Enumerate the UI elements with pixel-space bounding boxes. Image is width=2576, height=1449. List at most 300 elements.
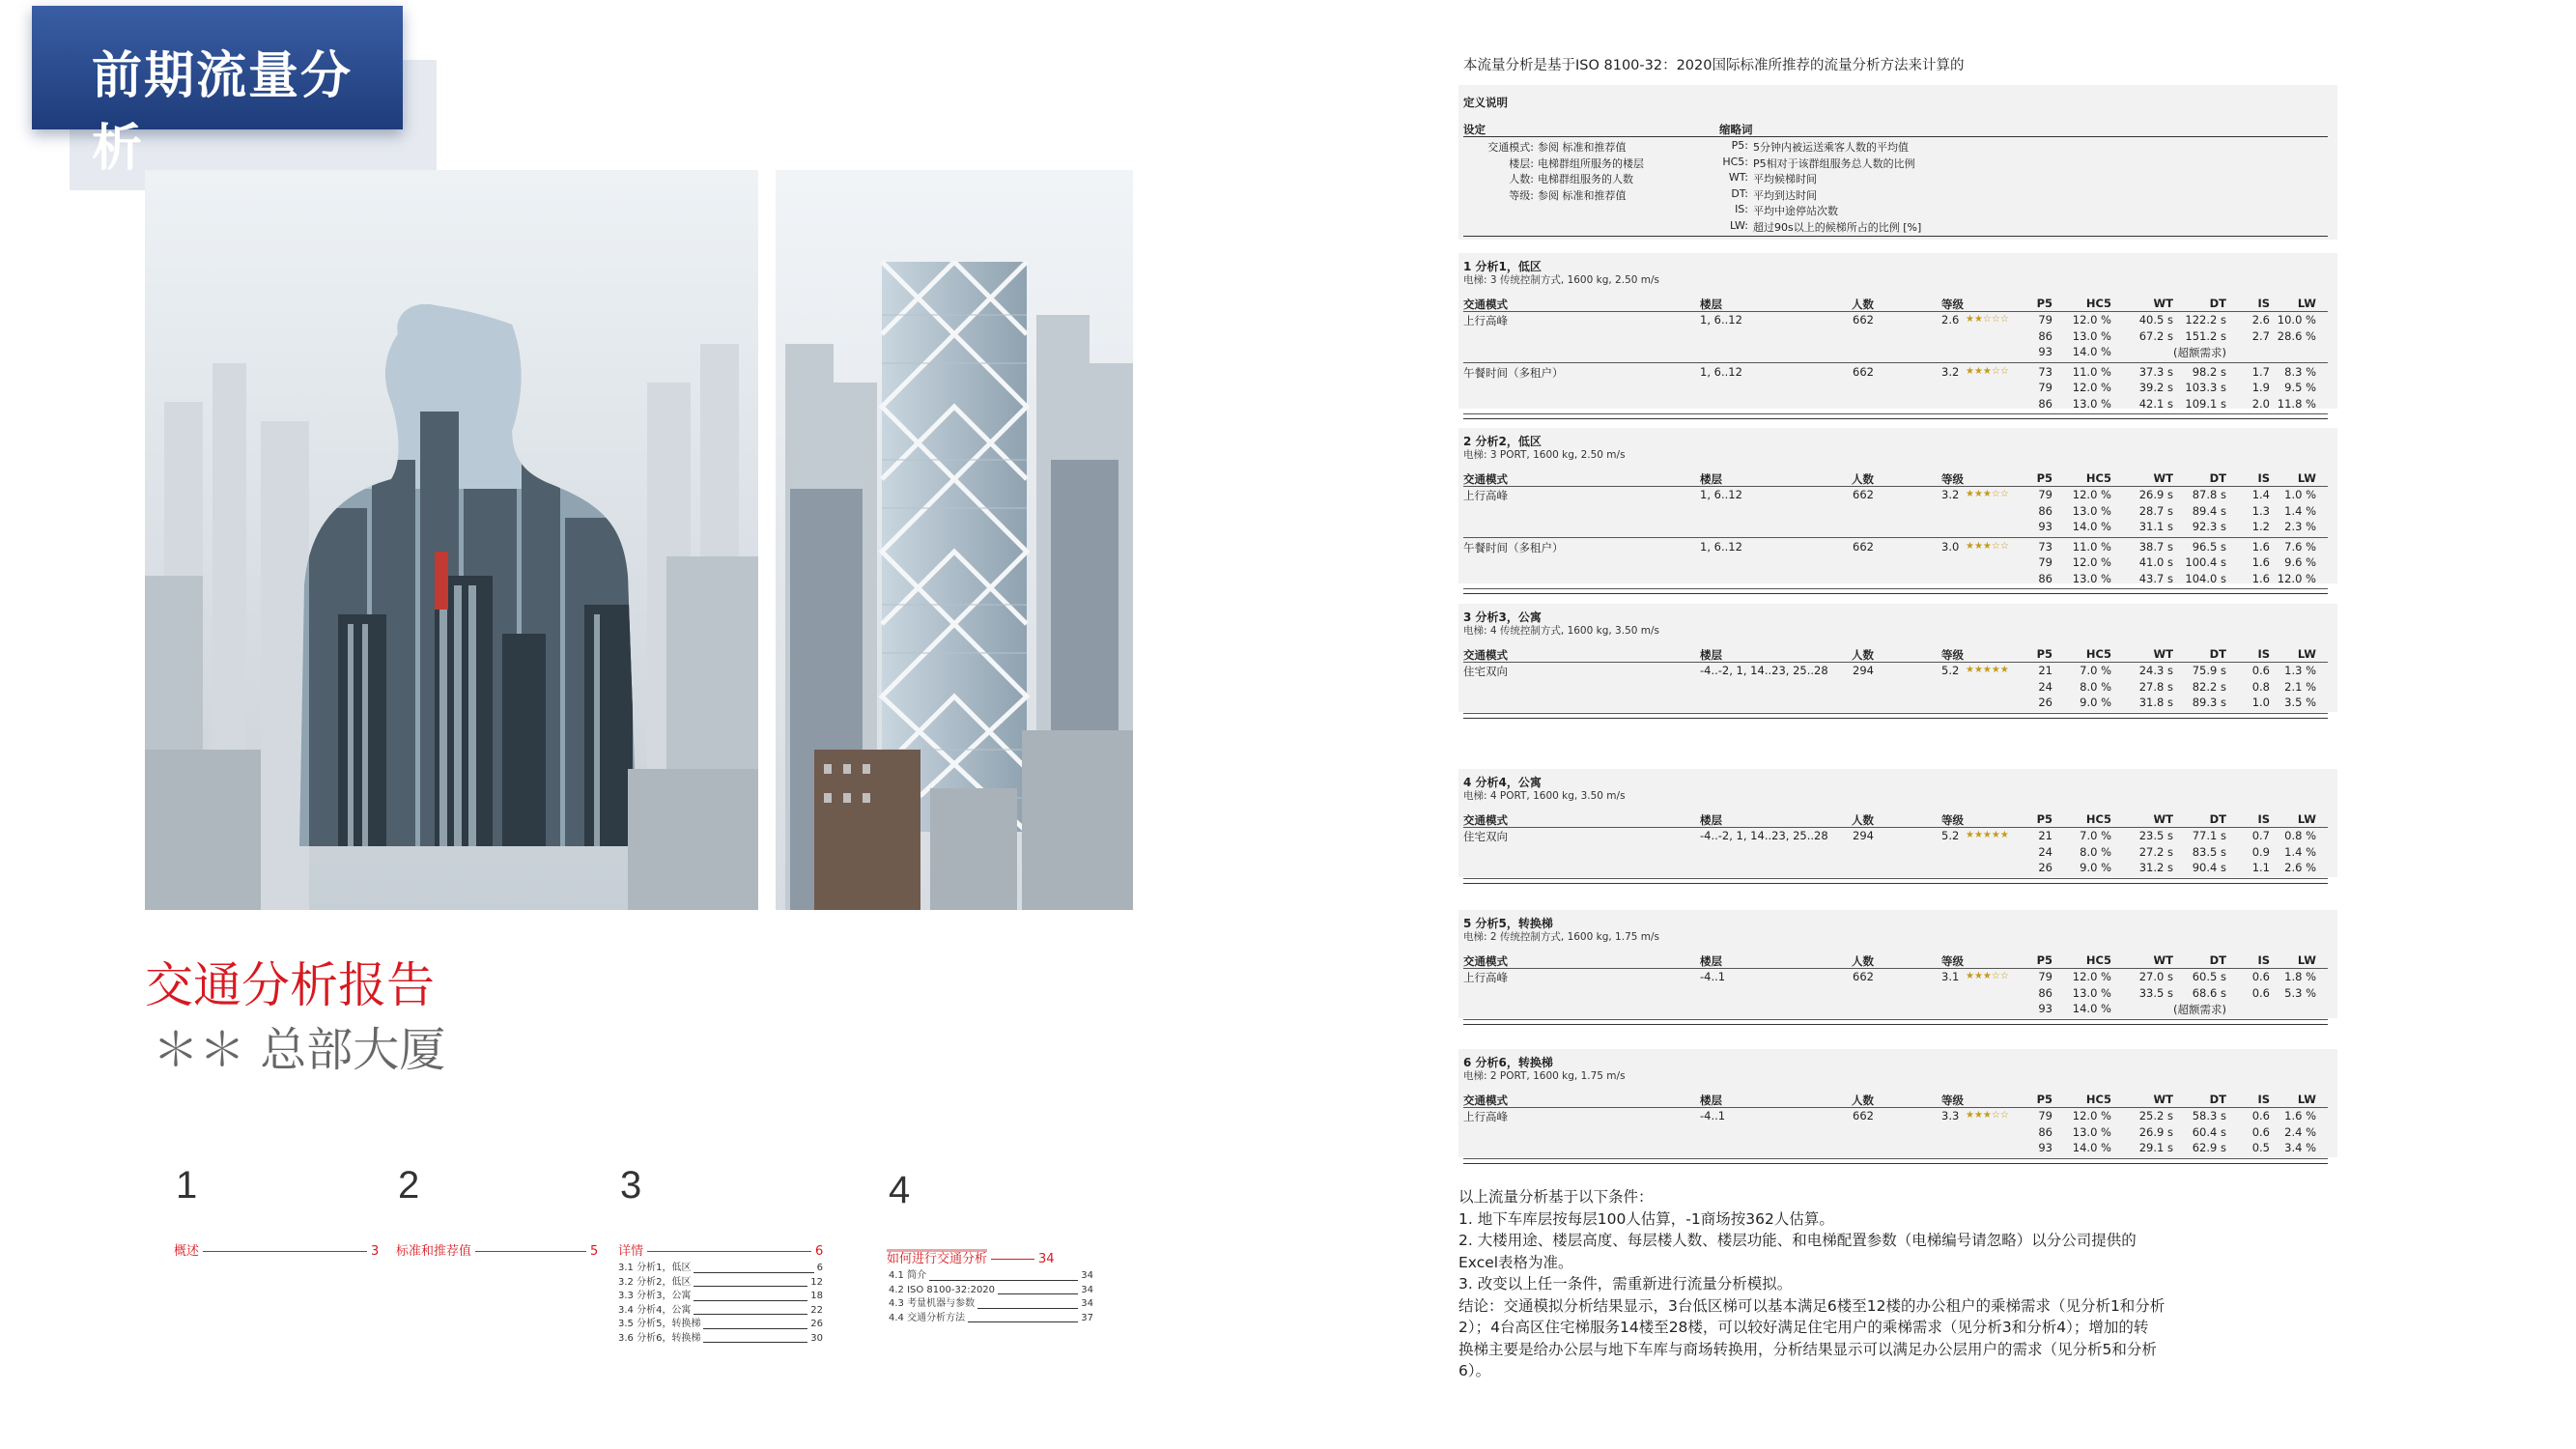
table-row (1458, 345, 2337, 360)
dt-value: 60.4 s (2192, 1124, 2226, 1139)
toc-entry-4[interactable] (887, 1248, 1055, 1266)
table-header (1458, 471, 2337, 487)
table-rule (1463, 1107, 2328, 1108)
table-rule (1463, 968, 2328, 969)
toc-label: 标准和推荐值 (396, 1244, 472, 1259)
toc-sub-page: 12 (810, 1276, 823, 1288)
lw-value: 0.8 % (2284, 829, 2316, 842)
col-header: LW (2297, 471, 2316, 485)
p5-value: 86 (2038, 503, 2052, 518)
table-row (1458, 488, 2337, 503)
hc5-value: 9.0 % (2080, 861, 2111, 874)
col-header: HC5 (2085, 471, 2111, 485)
analysis-elevator-spec: 电梯: 3 PORT, 1600 kg, 2.50 m/s (1463, 449, 1626, 461)
p5-value: 21 (2038, 664, 2052, 677)
p5-value: 86 (2038, 571, 2052, 585)
people: 662 (1853, 364, 1874, 379)
table-row (1458, 365, 2337, 381)
dt-value: 109.1 s (2185, 396, 2226, 411)
wt-value: 28.7 s (2138, 503, 2173, 518)
wt-value: 23.5 s (2138, 829, 2173, 842)
toc-sub-label: 3.1 分析1，低区 (618, 1263, 692, 1273)
definitions-rule (1463, 136, 2328, 137)
grade: 3.0 (1941, 539, 1960, 554)
definition-row (1458, 156, 2328, 171)
col-header: LW (2297, 647, 2316, 661)
grade: 3.2 (1941, 488, 1960, 501)
group-rule (1463, 878, 2328, 879)
lw-value: 28.6 % (2277, 328, 2316, 343)
table-header (1458, 1093, 2337, 1108)
p5-value: 79 (2038, 313, 2052, 327)
p5-value: 86 (2038, 1124, 2052, 1139)
is-value: 0.7 (2251, 829, 2270, 842)
people: 294 (1853, 664, 1874, 677)
analysis-title: 3 分析3，公寓 (1463, 611, 1542, 624)
p5-value: 93 (2038, 520, 2052, 533)
table-row (1458, 1109, 2337, 1124)
col-header: 等级 (1941, 1094, 1964, 1107)
definition-value: 参阅 标准和推荐值 (1538, 141, 1627, 154)
p5-value: 26 (2038, 696, 2052, 709)
table-row (1458, 986, 2337, 1002)
p5-value: 73 (2038, 364, 2052, 379)
definition-key: 交通模式: (1487, 141, 1534, 154)
col-header: 楼层 (1700, 298, 1722, 311)
toc-sub-page: 34 (1081, 1270, 1093, 1281)
toc-page: 3 (371, 1244, 380, 1259)
hc5-value: 13.0 % (2072, 396, 2111, 411)
toc-leader (647, 1251, 811, 1252)
toc-sub-label: 4.1 简介 (889, 1270, 927, 1281)
city-silhouette-image (145, 170, 758, 910)
p5-value: 21 (2038, 829, 2052, 842)
is-value: 1.9 (2251, 381, 2270, 394)
dt-value: 68.6 s (2192, 985, 2226, 1000)
p5-value: 79 (2038, 970, 2052, 983)
table-rule (1463, 662, 2328, 663)
col-header: 等级 (1941, 954, 1964, 968)
toc-page: 5 (590, 1244, 599, 1259)
toc-leader (929, 1280, 1078, 1281)
people: 662 (1853, 488, 1874, 501)
p5-value: 24 (2038, 844, 2052, 859)
wt-value: 31.8 s (2138, 696, 2173, 709)
table-row (1458, 680, 2337, 696)
group-rule (1463, 413, 2328, 414)
toc-page: 34 (1038, 1252, 1055, 1266)
wt-value: 27.0 s (2138, 970, 2173, 983)
hc5-value: 14.0 % (2072, 1002, 2111, 1015)
group-rule (1463, 588, 2328, 589)
toc-sub-label: 3.4 分析4，公寓 (618, 1304, 692, 1316)
lw-value: 11.8 % (2277, 396, 2316, 411)
definition-row (1458, 219, 2328, 235)
analysis-title: 6 分析6，转换梯 (1463, 1056, 1553, 1069)
definition-desc: 平均中途停站次数 (1753, 205, 1838, 217)
toc-subentry[interactable] (618, 1304, 823, 1319)
hc5-value: 13.0 % (2072, 985, 2111, 1000)
traffic-mode: 上行高峰 (1463, 314, 1508, 327)
is-value: 1.7 (2251, 364, 2270, 379)
analysis-title: 2 分析2，低区 (1463, 435, 1542, 448)
hc5-value: 12.0 % (2072, 313, 2111, 327)
toc-sub-page: 6 (816, 1263, 823, 1273)
conclusion-line: 6）。 (1458, 1362, 1491, 1379)
is-value: 0.9 (2251, 844, 2270, 859)
lw-value: 1.8 % (2284, 970, 2316, 983)
analysis-title: 5 分析5，转换梯 (1463, 917, 1553, 930)
col-header: DT (2209, 647, 2226, 661)
grade: 2.6 (1941, 313, 1960, 327)
wt-value: 31.2 s (2138, 861, 2173, 874)
grade: 5.2 (1941, 829, 1960, 842)
col-header: HC5 (2085, 297, 2111, 310)
col-header: 等级 (1941, 298, 1964, 311)
dt-value: 92.3 s (2192, 520, 2226, 533)
dt-value: 89.4 s (2192, 503, 2226, 518)
col-header: IS (2257, 812, 2270, 826)
p5-value: 93 (2038, 345, 2052, 358)
is-value: 0.8 (2251, 679, 2270, 694)
toc-leader (703, 1328, 807, 1329)
grade-stars: ★★★☆☆ (1966, 365, 2009, 377)
toc-page: 6 (815, 1244, 824, 1259)
toc-subentry[interactable] (889, 1312, 1093, 1326)
table-header (1458, 812, 2337, 828)
conclusion-line: 2. 大楼用途、楼层高度、每层楼人数、楼层功能、和电梯配置参数（电梯编号请忽略）以分公司提供的 (1458, 1232, 2137, 1249)
hc5-value: 14.0 % (2072, 520, 2111, 533)
table-row (1458, 520, 2337, 535)
traffic-mode: 上行高峰 (1463, 489, 1508, 502)
is-value: 2.6 (2251, 313, 2270, 327)
definition-abbr: WT: (1728, 171, 1748, 184)
conclusion-line: 结论：交通模拟分析结果显示，3台低区梯可以基本满足6楼至12楼的办公租户的乘梯需求（见分析1和分析 (1458, 1296, 2166, 1315)
col-header: 人数 (1852, 813, 1874, 827)
toc-number-2: 2 (398, 1164, 420, 1207)
col-header: 交通模式 (1463, 954, 1508, 968)
dt-value: 58.3 s (2192, 1109, 2226, 1122)
lw-value: 12.0 % (2277, 571, 2316, 585)
floors: 1, 6..12 (1700, 364, 1742, 379)
wt-value: 24.3 s (2138, 664, 2173, 677)
is-value: 1.1 (2251, 861, 2270, 874)
table-bottom-rule (1463, 883, 2328, 884)
lw-value: 1.0 % (2284, 488, 2316, 501)
lw-value: 2.4 % (2284, 1124, 2316, 1139)
hc5-value: 12.0 % (2072, 970, 2111, 983)
floors: -4..-2, 1, 14..23, 25..28 (1700, 664, 1828, 677)
analysis-elevator-spec: 电梯: 2 传统控制方式, 1600 kg, 1.75 m/s (1463, 931, 1660, 943)
toc-sub-label: 3.2 分析2，低区 (618, 1276, 692, 1288)
wt-value: 26.9 s (2138, 1124, 2173, 1139)
col-header: 等级 (1941, 648, 1964, 662)
definitions-rule (1463, 236, 2328, 237)
definition-abbr: HC5: (1722, 155, 1748, 168)
wt-value: 40.5 s (2138, 313, 2173, 327)
dt-value: (超额需求) (2173, 346, 2226, 359)
grade: 5.2 (1941, 664, 1960, 677)
wt-value: 43.7 s (2138, 571, 2173, 585)
dt-value: 104.0 s (2185, 571, 2226, 585)
group-rule (1463, 1019, 2328, 1020)
is-value: 2.0 (2251, 396, 2270, 411)
toc-sub-page: 18 (810, 1291, 823, 1301)
definition-key: 等级: (1509, 188, 1534, 202)
hc5-value: 8.0 % (2080, 844, 2111, 859)
hc5-value: 11.0 % (2072, 364, 2111, 379)
analysis-elevator-spec: 电梯: 3 传统控制方式, 1600 kg, 2.50 m/s (1463, 274, 1660, 286)
dt-value: 77.1 s (2192, 829, 2226, 842)
toc-sub-page: 22 (810, 1304, 823, 1316)
lw-value: 1.3 % (2284, 664, 2316, 677)
traffic-mode: 住宅双向 (1463, 830, 1508, 843)
hc5-value: 8.0 % (2080, 679, 2111, 694)
table-row (1458, 696, 2337, 711)
table-row (1458, 555, 2337, 571)
table-bottom-rule (1463, 418, 2328, 419)
conclusion-line: 换梯主要是给办公层与地下车库与商场转换用，分析结果显示可以满足办公层用户的需求（见分析5和分析 (1458, 1340, 2157, 1358)
grade: 3.1 (1941, 970, 1960, 983)
is-value: 1.2 (2251, 520, 2270, 533)
hc5-value: 14.0 % (2072, 345, 2111, 358)
lw-value: 1.4 % (2284, 503, 2316, 518)
grade-stars: ★★★☆☆ (1966, 489, 2009, 499)
wt-value: 27.8 s (2138, 679, 2173, 694)
analysis-elevator-spec: 电梯: 4 传统控制方式, 1600 kg, 3.50 m/s (1463, 625, 1660, 637)
col-header: P5 (2036, 297, 2052, 310)
toc-number-4: 4 (889, 1169, 911, 1211)
definition-row (1458, 171, 2328, 186)
col-header: IS (2257, 647, 2270, 661)
lw-value: 7.6 % (2284, 539, 2316, 554)
grade-stars: ★★★★★ (1966, 830, 2009, 840)
wt-value: 67.2 s (2138, 328, 2173, 343)
toc-subentry[interactable] (618, 1318, 823, 1332)
toc-sublist-3 (618, 1262, 823, 1346)
col-header: 交通模式 (1463, 1094, 1508, 1107)
is-value: 0.6 (2251, 985, 2270, 1000)
col-header: DT (2209, 812, 2226, 826)
definition-value: 参阅 标准和推荐值 (1538, 188, 1627, 202)
toc-subentry[interactable] (889, 1269, 1093, 1284)
table-row (1458, 829, 2337, 844)
table-row (1458, 313, 2337, 328)
col-header: DT (2209, 471, 2226, 485)
group-rule (1463, 1158, 2328, 1159)
wt-value: 41.0 s (2138, 555, 2173, 569)
is-value: 0.6 (2251, 1124, 2270, 1139)
report-subtitle: ＊＊ 总部大厦 (153, 1023, 446, 1077)
lw-value: 2.6 % (2284, 861, 2316, 874)
toc-subentry[interactable] (618, 1276, 823, 1291)
toc-leader (694, 1300, 807, 1301)
p5-value: 73 (2038, 539, 2052, 554)
table-header (1458, 953, 2337, 969)
definitions-col-setting: 设定 (1463, 123, 1486, 136)
toc-entry-3[interactable] (618, 1240, 823, 1259)
traffic-mode: 午餐时间（多租户） (1463, 540, 1564, 554)
toc-subentry[interactable] (618, 1290, 823, 1304)
is-value: 1.4 (2251, 488, 2270, 501)
report-title: 交通分析报告 (145, 957, 435, 1013)
p5-value: 86 (2038, 396, 2052, 411)
dt-value: 83.5 s (2192, 844, 2226, 859)
lw-value: 2.1 % (2284, 679, 2316, 694)
dt-value: 103.3 s (2185, 381, 2226, 394)
hc5-value: 7.0 % (2080, 829, 2111, 842)
grade: 3.2 (1941, 364, 1960, 379)
wt-value: 39.2 s (2138, 381, 2173, 394)
lw-value: 9.6 % (2284, 555, 2316, 569)
analysis-title: 4 分析4，公寓 (1463, 776, 1542, 789)
p5-value: 93 (2038, 1141, 2052, 1154)
group-rule (1463, 362, 2328, 363)
toc-label: 概述 (174, 1244, 200, 1259)
hc5-value: 13.0 % (2072, 328, 2111, 343)
definitions-title: 定义说明 (1463, 96, 1508, 109)
wt-value: 27.2 s (2138, 844, 2173, 859)
traffic-mode: 住宅双向 (1463, 665, 1508, 678)
analysis-document (1458, 48, 2337, 1401)
table-row (1458, 572, 2337, 587)
dt-value: 62.9 s (2192, 1141, 2226, 1154)
table-row (1458, 970, 2337, 985)
col-header: WT (2153, 297, 2173, 310)
definition-desc: 超过90s以上的候梯所占的比例 [%] (1753, 220, 1922, 234)
table-row (1458, 397, 2337, 412)
lw-value: 9.5 % (2284, 381, 2316, 394)
table-row (1458, 329, 2337, 345)
is-value: 1.3 (2251, 503, 2270, 518)
page-title: 前期流量分析 (92, 47, 354, 178)
p5-value: 24 (2038, 679, 2052, 694)
cover-photo-silhouette (145, 170, 758, 910)
grade-stars: ★★★☆☆ (1966, 540, 2009, 552)
floors: 1, 6..12 (1700, 488, 1742, 501)
is-value: 0.6 (2251, 1109, 2270, 1122)
people: 294 (1853, 829, 1874, 842)
col-header: IS (2257, 1093, 2270, 1106)
col-header: LW (2297, 953, 2316, 967)
table-row (1458, 540, 2337, 555)
toc-subentry[interactable] (618, 1262, 823, 1276)
toc-subentry[interactable] (618, 1332, 823, 1347)
col-header: WT (2153, 647, 2173, 661)
is-value: 1.6 (2251, 571, 2270, 585)
table-rule (1463, 311, 2328, 312)
conclusion-line: 1. 地下车库层按每层100人估算，-1商场按362人估算。 (1458, 1209, 1834, 1228)
definition-abbr: DT: (1731, 186, 1748, 200)
toc-leader (968, 1321, 1078, 1322)
col-header: DT (2209, 297, 2226, 310)
is-value: 1.6 (2251, 555, 2270, 569)
col-header: 人数 (1852, 648, 1874, 662)
toc-sub-label: 3.6 分析6，转换梯 (618, 1332, 701, 1344)
p5-value: 86 (2038, 328, 2052, 343)
col-header: P5 (2036, 647, 2052, 661)
hc5-value: 12.0 % (2072, 1109, 2111, 1122)
wt-value: 42.1 s (2138, 396, 2173, 411)
hc5-value: 13.0 % (2072, 571, 2111, 585)
hc5-value: 12.0 % (2072, 555, 2111, 569)
col-header: HC5 (2085, 812, 2111, 826)
hc5-value: 13.0 % (2072, 503, 2111, 518)
col-header: HC5 (2085, 1093, 2111, 1106)
col-header: P5 (2036, 471, 2052, 485)
p5-value: 93 (2038, 1002, 2052, 1015)
toc-leader (998, 1293, 1078, 1294)
col-header: 楼层 (1700, 1094, 1722, 1107)
col-header: WT (2153, 812, 2173, 826)
col-header: 人数 (1852, 472, 1874, 486)
definition-desc: 5分钟内被运送乘客人数的平均值 (1753, 141, 1909, 154)
dt-value: 90.4 s (2192, 861, 2226, 874)
document-intro: 本流量分析是基于ISO 8100-32：2020国际标准所推荐的流量分析方法来计算的 (1463, 58, 1965, 73)
p5-value: 79 (2038, 1109, 2052, 1122)
toc-leader (694, 1286, 807, 1287)
dt-value: 96.5 s (2192, 539, 2226, 554)
wt-value: 33.5 s (2138, 985, 2173, 1000)
col-header: 人数 (1852, 954, 1874, 968)
definition-desc: P5相对于该群组服务总人数的比例 (1753, 156, 1915, 170)
definition-row (1458, 203, 2328, 218)
col-header: 楼层 (1700, 813, 1722, 827)
conclusion-line: 2）；4台高区住宅梯服务14楼至28楼，可以较好满足住宅用户的乘梯需求（见分析3和分析4）；增加的转 (1458, 1319, 2149, 1336)
toc-entry-2[interactable] (396, 1240, 598, 1259)
is-value: 0.5 (2251, 1141, 2270, 1154)
group-rule (1463, 713, 2328, 714)
table-header (1458, 297, 2337, 312)
toc-sub-label: 3.3 分析3，公寓 (618, 1291, 692, 1301)
toc-sub-label: 4.2 ISO 8100-32:2020 (889, 1284, 996, 1295)
definition-abbr: LW: (1729, 218, 1748, 232)
toc-leader (694, 1272, 813, 1273)
lw-value: 5.3 % (2284, 985, 2316, 1000)
col-header: 楼层 (1700, 954, 1722, 968)
toc-subentry[interactable] (889, 1297, 1093, 1312)
toc-entry-1[interactable] (174, 1240, 379, 1259)
definition-value: 电梯群组所服务的楼层 (1538, 156, 1644, 170)
people: 662 (1853, 539, 1874, 554)
cover-photo-tower (776, 170, 1133, 910)
people: 662 (1853, 1109, 1874, 1122)
toc-sub-page: 34 (1081, 1284, 1093, 1295)
grade: 3.3 (1941, 1109, 1960, 1122)
conclusion-line: 以上流量分析基于以下条件： (1458, 1188, 1654, 1206)
col-header: LW (2297, 812, 2316, 826)
is-value: 0.6 (2251, 970, 2270, 983)
hc5-value: 9.0 % (2080, 696, 2111, 709)
analysis-elevator-spec: 电梯: 4 PORT, 1600 kg, 3.50 m/s (1463, 790, 1626, 802)
dt-value: 122.2 s (2185, 313, 2226, 327)
toc-number-1: 1 (176, 1164, 198, 1207)
definition-key: 楼层: (1509, 156, 1534, 170)
toc-leader (991, 1259, 1034, 1260)
dt-value: 60.5 s (2192, 970, 2226, 983)
col-header: 等级 (1941, 813, 1964, 827)
col-header: LW (2297, 1093, 2316, 1106)
lw-value: 3.5 % (2284, 696, 2316, 709)
dt-value: 100.4 s (2185, 555, 2226, 569)
is-value: 2.7 (2251, 328, 2270, 343)
toc-subentry[interactable] (889, 1284, 1093, 1298)
toc-sub-label: 3.5 分析5，转换梯 (618, 1319, 701, 1329)
lw-value: 10.0 % (2277, 313, 2316, 327)
lw-value: 1.6 % (2284, 1109, 2316, 1122)
col-header: DT (2209, 1093, 2226, 1106)
table-bottom-rule (1463, 593, 2328, 594)
